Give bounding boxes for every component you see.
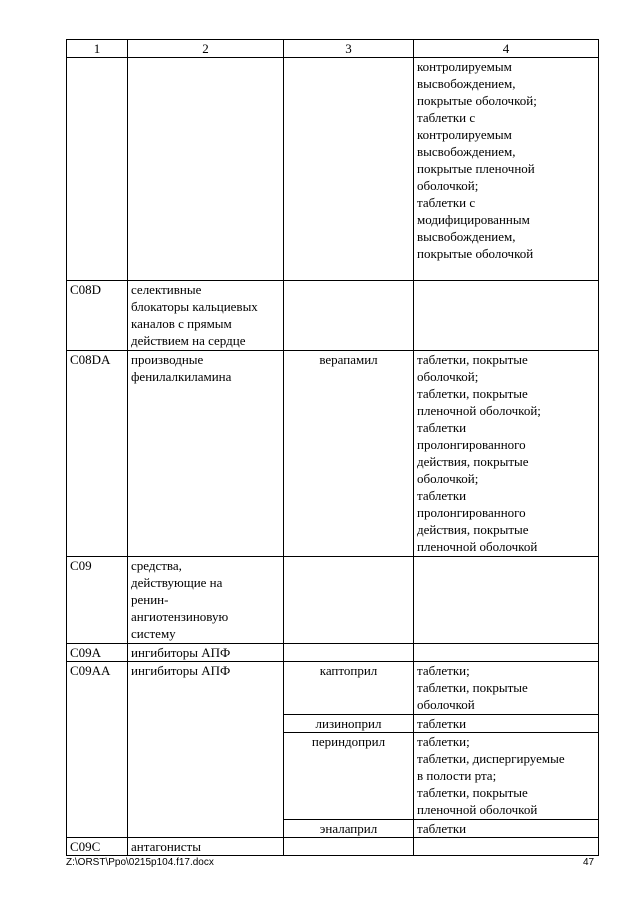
column-header-3: 3 bbox=[284, 40, 414, 58]
table-row bbox=[67, 58, 599, 281]
column-header-2: 2 bbox=[128, 40, 284, 58]
description-line: средства, bbox=[131, 558, 182, 573]
form-cell bbox=[414, 662, 599, 715]
form-line: пленочной оболочкой bbox=[417, 539, 538, 554]
description-line: блокаторы кальциевых bbox=[131, 299, 258, 314]
code-cell bbox=[67, 58, 128, 281]
file-path: Z:\ORST\Ppo\0215p104.f17.docx bbox=[66, 857, 214, 868]
description-cell bbox=[128, 662, 284, 838]
drug-table bbox=[66, 39, 599, 856]
table-row bbox=[67, 351, 599, 557]
code-cell: C09A bbox=[67, 644, 128, 662]
form-line: в полости рта; bbox=[417, 768, 497, 783]
form-cell bbox=[414, 838, 599, 856]
form-line: оболочкой bbox=[417, 697, 475, 712]
code-cell: C08DA bbox=[67, 351, 128, 557]
form-cell bbox=[414, 733, 599, 820]
description-cell bbox=[128, 58, 284, 281]
drug-cell bbox=[284, 838, 414, 856]
form-line: таблетки, покрытые bbox=[417, 785, 528, 800]
drug-cell: верапамил bbox=[284, 351, 414, 557]
description-line: систему bbox=[131, 626, 176, 641]
table-row bbox=[67, 281, 599, 351]
form-line: модифицированным bbox=[417, 212, 530, 227]
column-header-4: 4 bbox=[414, 40, 599, 58]
form-line: покрытые оболочкой bbox=[417, 246, 534, 261]
description-line: ангиотензиновую bbox=[131, 609, 229, 624]
drug-cell: эналаприл bbox=[284, 820, 414, 838]
description-line: селективные bbox=[131, 282, 202, 297]
form-line: пленочной оболочкой bbox=[417, 802, 538, 817]
form-line: таблетки с bbox=[417, 110, 476, 125]
form-line: действия, покрытые bbox=[417, 454, 529, 469]
description-line: ингибиторы АПФ bbox=[131, 645, 231, 660]
form-line: таблетки bbox=[417, 420, 467, 435]
form-line: таблетки bbox=[417, 716, 467, 731]
form-line: действия, покрытые bbox=[417, 522, 529, 537]
form-cell bbox=[414, 58, 599, 281]
form-cell bbox=[414, 715, 599, 733]
form-line: таблетки, диспергируемые bbox=[417, 751, 565, 766]
description-cell bbox=[128, 557, 284, 644]
table-row bbox=[67, 557, 599, 644]
form-line: оболочкой; bbox=[417, 369, 479, 384]
form-line: высвобождением, bbox=[417, 229, 516, 244]
description-cell bbox=[128, 351, 284, 557]
description-line: антагонисты bbox=[131, 839, 201, 854]
form-line: высвобождением, bbox=[417, 144, 516, 159]
form-line: таблетки; bbox=[417, 734, 470, 749]
form-line: таблетки, покрытые bbox=[417, 386, 528, 401]
form-line: высвобождением, bbox=[417, 76, 516, 91]
description-line: ингибиторы АПФ bbox=[131, 663, 231, 678]
form-line: пролонгированного bbox=[417, 505, 526, 520]
form-line: таблетки bbox=[417, 821, 467, 836]
page-number: 47 bbox=[583, 857, 595, 868]
form-line: таблетки bbox=[417, 488, 467, 503]
code-cell: C08D bbox=[67, 281, 128, 351]
drug-cell: каптоприл bbox=[284, 662, 414, 715]
form-line: таблетки, покрытые bbox=[417, 680, 528, 695]
drug-cell: лизиноприл bbox=[284, 715, 414, 733]
description-line: действием на сердце bbox=[131, 333, 246, 348]
code-cell: C09AA bbox=[67, 662, 128, 838]
description-line: каналов с прямым bbox=[131, 316, 232, 331]
form-line: покрытые оболочкой; bbox=[417, 93, 537, 108]
form-line: оболочкой; bbox=[417, 471, 479, 486]
table-row bbox=[67, 644, 599, 662]
drug-cell bbox=[284, 281, 414, 351]
drug-cell bbox=[284, 644, 414, 662]
description-line: ренин- bbox=[131, 592, 169, 607]
description-line: действующие на bbox=[131, 575, 223, 590]
form-cell bbox=[414, 557, 599, 644]
description-cell bbox=[128, 838, 284, 856]
form-line: контролируемым bbox=[417, 59, 512, 74]
drug-cell: периндоприл bbox=[284, 733, 414, 820]
code-cell: C09C bbox=[67, 838, 128, 856]
code-cell: C09 bbox=[67, 557, 128, 644]
form-line: пролонгированного bbox=[417, 437, 526, 452]
form-line: покрытые пленочной bbox=[417, 161, 535, 176]
column-header-1: 1 bbox=[67, 40, 128, 58]
form-line: таблетки, покрытые bbox=[417, 352, 528, 367]
description-line: производные bbox=[131, 352, 204, 367]
description-cell bbox=[128, 281, 284, 351]
form-line: оболочкой; bbox=[417, 178, 479, 193]
form-cell bbox=[414, 351, 599, 557]
form-line: таблетки с bbox=[417, 195, 476, 210]
form-cell bbox=[414, 644, 599, 662]
form-line: таблетки; bbox=[417, 663, 470, 678]
drug-cell bbox=[284, 58, 414, 281]
description-cell bbox=[128, 644, 284, 662]
form-cell bbox=[414, 281, 599, 351]
form-line: контролируемым bbox=[417, 127, 512, 142]
table-header-row bbox=[67, 40, 599, 58]
description-line: фенилалкиламина bbox=[131, 369, 232, 384]
form-cell bbox=[414, 820, 599, 838]
table-row bbox=[67, 662, 599, 715]
table-row bbox=[67, 838, 599, 856]
drug-cell bbox=[284, 557, 414, 644]
form-line: пленочной оболочкой; bbox=[417, 403, 541, 418]
